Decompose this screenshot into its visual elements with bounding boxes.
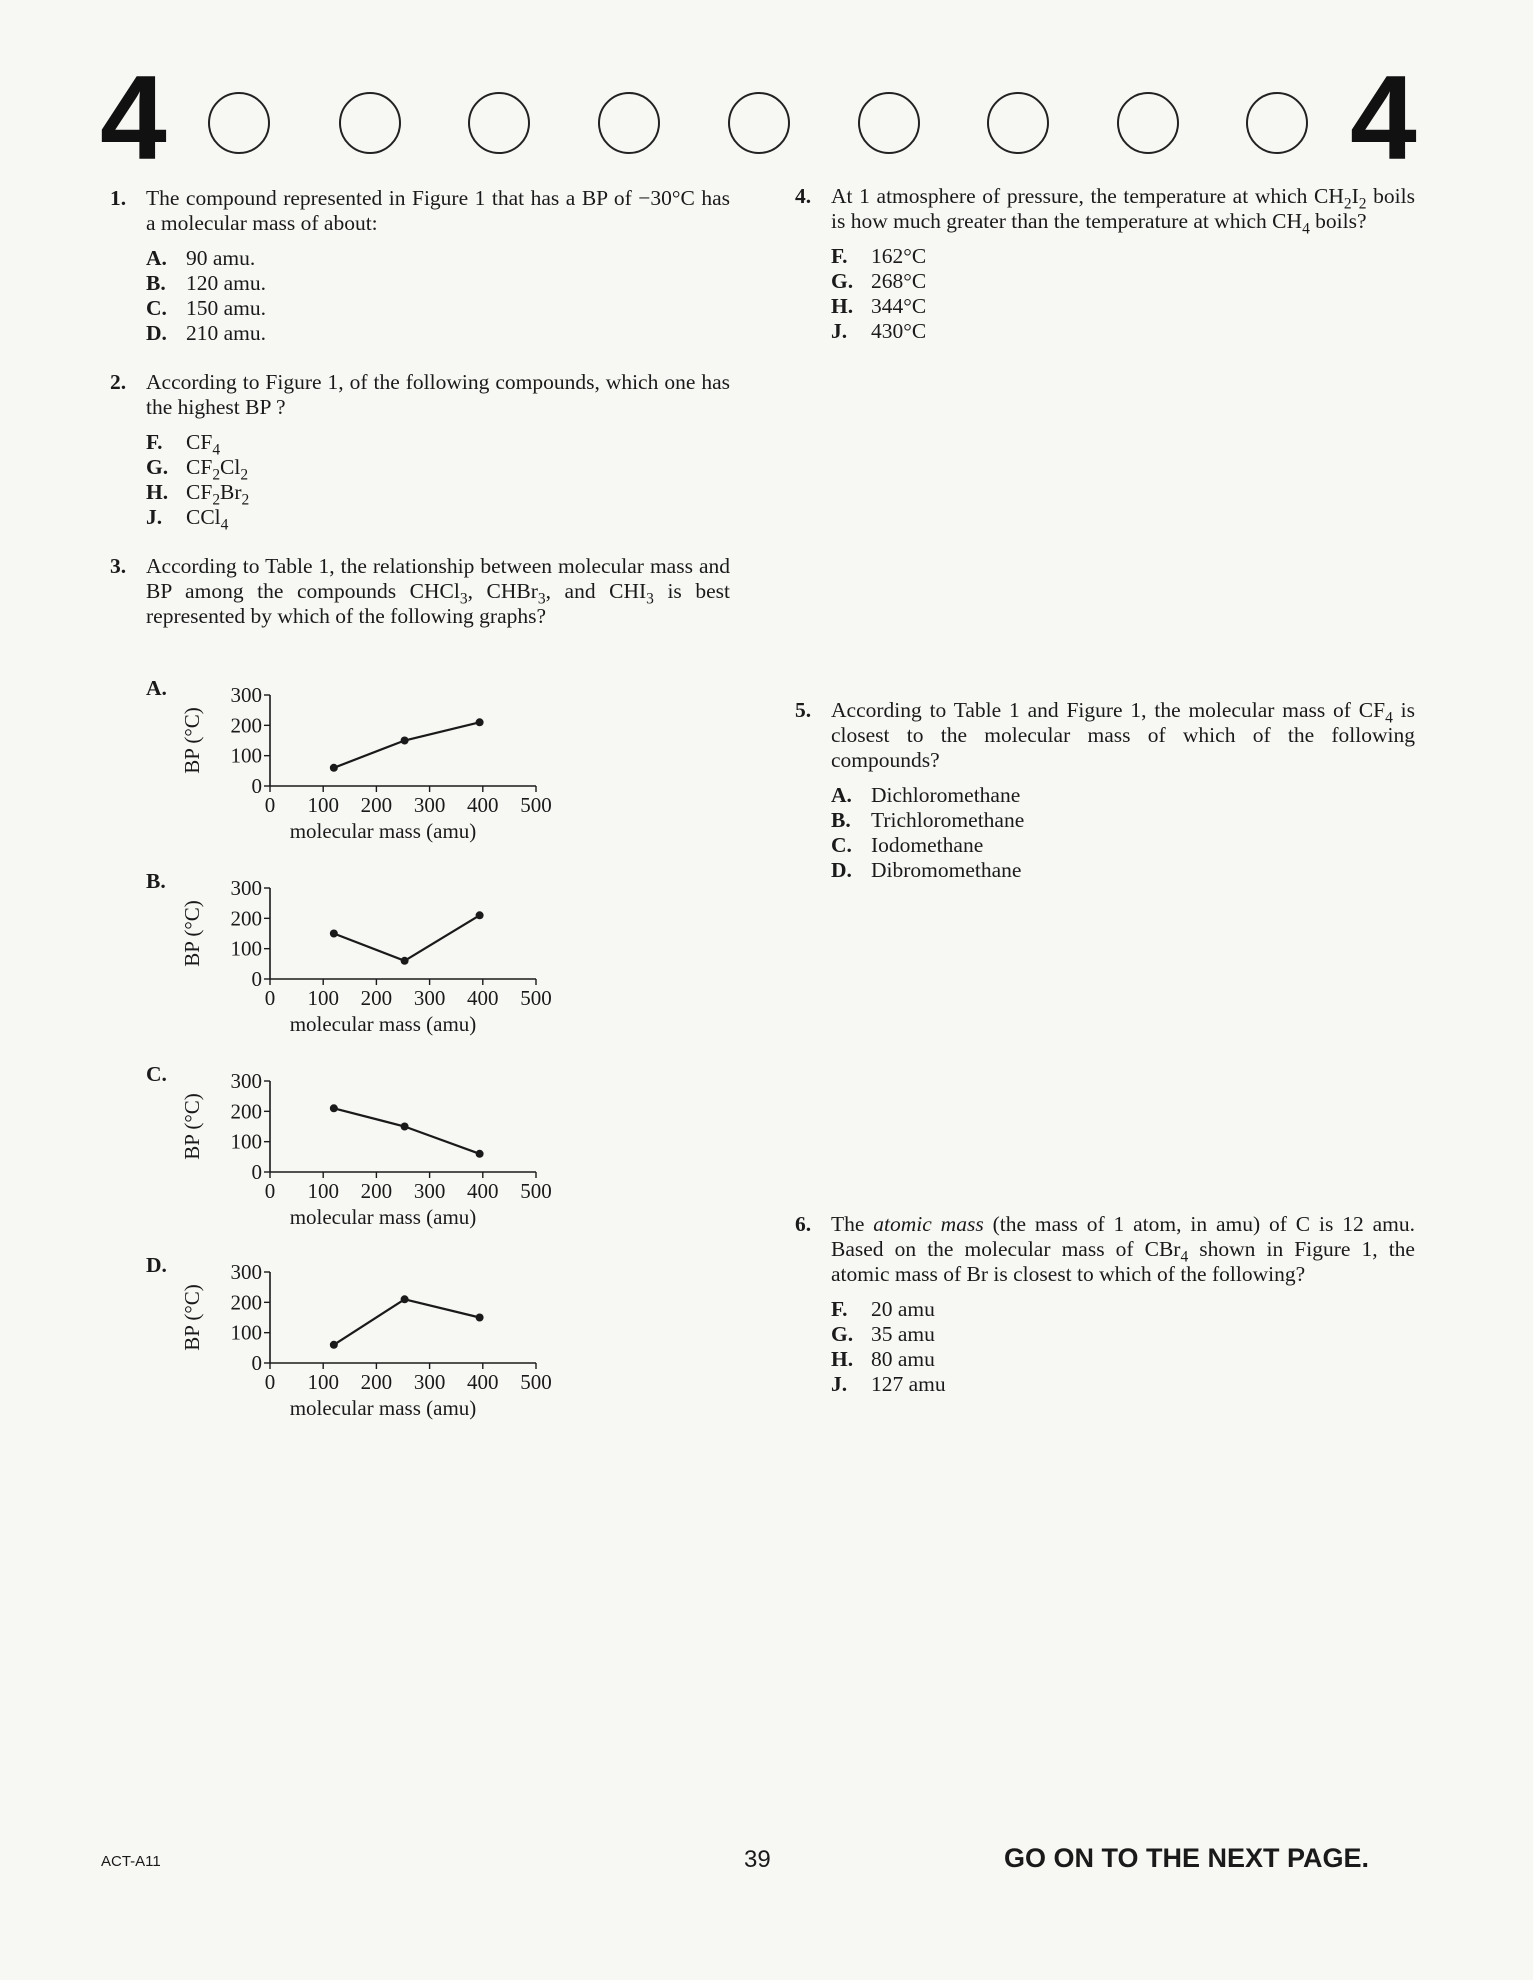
data-point (476, 1150, 484, 1158)
data-point (401, 1295, 409, 1303)
question-1 (110, 186, 730, 346)
question-stem: According to Table 1, the relationship between molecular mass and BP among the compounds CHCl$_3$, CHBr$_3$, and $CHI_3$ is best represented by which of the following graphs? (146, 554, 730, 628)
option-text: $CF_2Br_2$ (186, 480, 250, 509)
next-page-notice: GO ON TO THE NEXT PAGE. (1004, 1843, 1370, 1873)
series-line (334, 1108, 480, 1154)
series-line (334, 722, 480, 768)
option-letter: H. (831, 1347, 854, 1371)
page-number: 39 (744, 1846, 771, 1873)
option-letter: G. (831, 1322, 854, 1346)
option-text: 35 amu (871, 1322, 935, 1346)
x-tick-label: 200 (360, 986, 393, 1010)
header-circle-icon (1246, 92, 1308, 154)
x-tick-label: 500 (520, 986, 552, 1010)
question-number: 1. (110, 186, 127, 210)
x-tick-label: 200 (360, 1179, 393, 1203)
y-tick-label: 300 (230, 683, 262, 707)
option-letter: F. (146, 430, 163, 454)
answer-option-h[interactable] (146, 480, 730, 509)
option-text: 80 amu (871, 1347, 935, 1371)
x-tick-label: 300 (413, 793, 446, 817)
data-point (330, 930, 338, 938)
question-number: 5. (795, 698, 812, 722)
x-tick-label: 500 (520, 1370, 552, 1394)
x-axis-title: molecular mass (amu) (289, 1396, 477, 1420)
data-point (401, 1123, 409, 1131)
data-point (330, 764, 338, 772)
y-tick-label: 200 (230, 713, 262, 738)
option-letter: J. (146, 505, 163, 529)
answer-options (146, 246, 730, 346)
option-letter: C. (146, 296, 167, 320)
answer-options (831, 1297, 1415, 1397)
header-circle-icon (858, 92, 920, 154)
option-letter: A. (146, 246, 167, 270)
y-tick-label: 0 (251, 967, 262, 991)
y-axis-title: BP (°C) (180, 707, 204, 774)
x-tick-label: 200 (360, 793, 393, 817)
header-circle-icon (208, 92, 270, 154)
graph-svg (146, 1064, 566, 1229)
x-tick-label: 0 (264, 793, 276, 817)
y-tick-label: 300 (230, 876, 262, 900)
header-circle-icon (468, 92, 530, 154)
answer-option-f[interactable] (831, 244, 1415, 269)
answer-option-a[interactable] (831, 783, 1415, 808)
option-letter: H. (831, 294, 854, 318)
answer-option-c[interactable] (146, 296, 730, 321)
question-stem: The compound represented in Figure 1 that has a BP of −30°C has a molecular mass of about: (146, 186, 730, 235)
x-tick-label: 100 (307, 1179, 339, 1203)
answer-option-d[interactable] (146, 321, 730, 346)
answer-option-b[interactable] (831, 808, 1415, 833)
question-5 (795, 698, 1415, 883)
y-tick-label: 0 (251, 774, 262, 798)
option-letter: B. (146, 271, 166, 295)
y-tick-label: 0 (251, 1160, 262, 1184)
answer-option-d[interactable] (831, 858, 1415, 883)
x-tick-label: 200 (360, 1370, 393, 1394)
y-tick-label: 100 (230, 1129, 262, 1154)
y-tick-label: 100 (230, 936, 262, 961)
section-number-right: 4 (1350, 51, 1417, 185)
graph-option-letter: C. (146, 1062, 167, 1086)
graph-svg (146, 871, 566, 1036)
y-tick-label: 100 (230, 743, 262, 768)
data-point (401, 957, 409, 965)
answer-option-g[interactable] (831, 269, 1415, 294)
question-stem: At 1 atmosphere of pressure, the temperature at which $CH_2I_2$ boils is how much greater than the temperature at which $CH_4$ boils? (831, 184, 1415, 238)
option-text: 268°C (871, 269, 927, 293)
option-text: $CF_4$ (186, 430, 221, 459)
x-axis-title: molecular mass (amu) (289, 1012, 477, 1036)
answer-option-f[interactable] (831, 1297, 1415, 1322)
data-point (476, 718, 484, 726)
header-circle-icon (728, 92, 790, 154)
option-text: 210 amu. (186, 321, 267, 345)
graph-option-letter: A. (146, 676, 167, 700)
question-6 (795, 1212, 1415, 1397)
answer-option-g[interactable] (831, 1322, 1415, 1347)
x-tick-label: 400 (467, 1370, 499, 1394)
graph-option-letter: B. (146, 869, 166, 893)
x-tick-label: 0 (264, 1179, 276, 1203)
header-circle-icon (1117, 92, 1179, 154)
data-point (476, 1314, 484, 1322)
x-tick-label: 0 (264, 1370, 276, 1394)
option-letter: D. (831, 858, 852, 882)
x-tick-label: 300 (413, 1370, 446, 1394)
option-text: $CF_2Cl_2$ (186, 455, 249, 484)
option-letter: D. (146, 321, 167, 345)
x-tick-label: 400 (467, 1179, 499, 1203)
data-point (401, 737, 409, 745)
series-line (334, 915, 480, 961)
y-tick-label: 100 (230, 1320, 262, 1345)
answer-options (831, 783, 1415, 883)
header-circle-icon (598, 92, 660, 154)
option-text: Trichloromethane (871, 808, 1025, 832)
option-text: Dibromomethane (871, 858, 1022, 882)
option-letter: G. (146, 455, 169, 479)
y-axis-title: BP (°C) (180, 1284, 204, 1351)
answer-option-j[interactable] (831, 1372, 1415, 1397)
answer-option-b[interactable] (146, 271, 730, 296)
question-stem: The atomic mass (the mass of 1 atom, in amu) of C is 12 amu. Based on the molecular mass of CBr$_4$ shown in Figure 1, the atomic mass of Br is closest to which of the following? (831, 1212, 1415, 1286)
x-tick-label: 300 (413, 1179, 446, 1203)
option-text: 430°C (871, 319, 927, 343)
option-letter: A. (831, 783, 852, 807)
option-letter: J. (831, 1372, 848, 1396)
data-point (330, 1341, 338, 1349)
option-text: Dichloromethane (871, 783, 1021, 807)
question-number: 3. (110, 554, 127, 578)
answer-option-h[interactable] (831, 1347, 1415, 1372)
x-axis-title: molecular mass (amu) (289, 819, 477, 843)
y-axis-title: BP (°C) (180, 900, 204, 967)
option-letter: B. (831, 808, 851, 832)
answer-option-j[interactable] (831, 319, 1415, 344)
answer-option-c[interactable] (831, 833, 1415, 858)
answer-option-h[interactable] (831, 294, 1415, 319)
y-tick-label: 200 (230, 1290, 262, 1315)
question-number: 4. (795, 184, 812, 208)
option-text: 90 amu. (186, 246, 256, 270)
graph-option-letter: D. (146, 1253, 167, 1277)
answer-options (831, 244, 1415, 344)
question-2 (110, 370, 730, 534)
x-tick-label: 500 (520, 793, 552, 817)
data-point (330, 1104, 338, 1112)
answer-option-j[interactable] (146, 505, 730, 534)
question-4 (795, 184, 1415, 344)
graph-svg (146, 1255, 566, 1420)
y-tick-label: 200 (230, 906, 262, 931)
option-letter: F. (831, 1297, 848, 1321)
option-text: 127 amu (871, 1372, 946, 1396)
y-tick-label: 0 (251, 1351, 262, 1375)
option-letter: F. (831, 244, 848, 268)
option-text: 20 amu (871, 1297, 935, 1321)
series-line (334, 1299, 480, 1345)
section-number-left: 4 (100, 51, 167, 185)
question-3 (110, 554, 730, 629)
x-tick-label: 100 (307, 1370, 339, 1394)
option-text: 120 amu. (186, 271, 267, 295)
question-stem: According to Figure 1, of the following compounds, which one has the highest BP ? (146, 370, 730, 419)
answer-option-a[interactable] (146, 246, 730, 271)
option-text: 150 amu. (186, 296, 267, 320)
answer-options (146, 430, 730, 534)
graph-svg (146, 678, 566, 843)
option-letter: J. (831, 319, 848, 343)
question-stem: According to Table 1 and Figure 1, the molecular mass of $CF_4$ is closest to the molecular mass of which of the following compounds? (831, 698, 1415, 772)
header-circle-icon (339, 92, 401, 154)
option-letter: G. (831, 269, 854, 293)
y-tick-label: 200 (230, 1099, 262, 1124)
form-code: ACT-A11 (101, 1853, 161, 1870)
x-tick-label: 100 (307, 793, 339, 817)
y-axis-title: BP (°C) (180, 1093, 204, 1160)
option-text: 344°C (871, 294, 927, 318)
option-text: 162°C (871, 244, 927, 268)
y-tick-label: 300 (230, 1069, 262, 1093)
option-text: Iodomethane (871, 833, 984, 857)
y-tick-label: 300 (230, 1260, 262, 1284)
answer-option-g[interactable] (146, 455, 730, 484)
option-letter: C. (831, 833, 852, 857)
x-tick-label: 400 (467, 793, 499, 817)
answer-option-f[interactable] (146, 430, 730, 459)
question-number: 6. (795, 1212, 812, 1236)
header-circle-icon (987, 92, 1049, 154)
data-point (476, 911, 484, 919)
question-number: 2. (110, 370, 127, 394)
option-letter: H. (146, 480, 169, 504)
x-axis-title: molecular mass (amu) (289, 1205, 477, 1229)
x-tick-label: 0 (264, 986, 276, 1010)
option-text: CCl$_4$ (186, 505, 229, 534)
x-tick-label: 500 (520, 1179, 552, 1203)
x-tick-label: 300 (413, 986, 446, 1010)
x-tick-label: 100 (307, 986, 339, 1010)
x-tick-label: 400 (467, 986, 499, 1010)
